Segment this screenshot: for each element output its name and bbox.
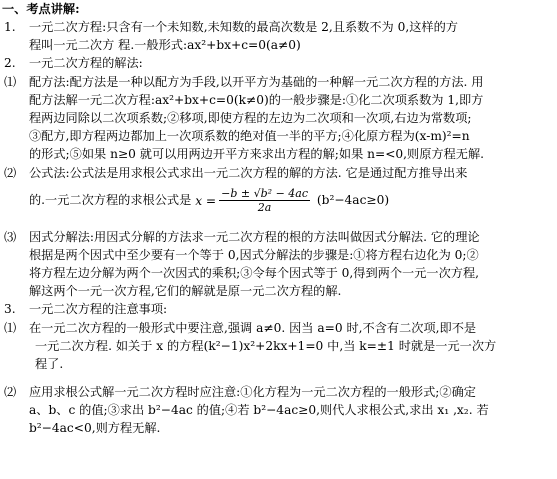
formula-denominator: 2a <box>257 201 272 214</box>
definition-line-1: 一元二次方程:只含有一个未知数,未知数的最高次数是 2,且系数不为 0,这样的方 <box>29 20 458 34</box>
factoring-line-2: 根据是两个因式中至少要有一个等于 0,因式分解法的步骤是:①将方程右边化为 0;② <box>29 248 479 262</box>
formula-fraction <box>219 187 310 214</box>
completing-square-line-1: 配方法:配方法是一种以配方为手段,以开平方为基础的一种解一元二次方程的方法. 用 <box>29 75 484 89</box>
note-1-line-3: 程了. <box>35 357 64 371</box>
section-heading: 一、考点讲解: <box>2 2 80 16</box>
formula-lhs: x = <box>195 193 217 208</box>
note-1-line-1: 在一元二次方程的一般形式中要注意,强调 a≠0. 因当 a=0 时,不含有二次项,即不是 <box>29 321 477 335</box>
completing-square-line-3: 程两边同除以二次项系数;②移项,即使方程的左边为二次项和一次项,右边为常数项; <box>29 111 472 125</box>
factoring-line-3: 将方程左边分解为两个一次因式的乘积;③令每个因式等于 0,得到两个一元一次方程, <box>29 266 480 280</box>
formula-method-line-1: 公式法:公式法是用求根公式求出一元二次方程的解的方法. 它是通过配方推导出来 <box>29 166 468 180</box>
note-2-line-3: b²−4ac<0,则方程无解. <box>29 421 161 435</box>
item-number-1: 1. <box>4 20 16 34</box>
notes-title: 一元二次方程的注意事项: <box>29 302 168 316</box>
completing-square-line-5: 的形式;⑤如果 n≥0 就可以用两边开平方来求出方程的解;如果 n=<0,则原方程无解. <box>29 147 485 161</box>
paren-number-factoring: ⑶ <box>4 230 17 244</box>
note-2-line-1: 应用求根公式解一元二次方程时应注意:①化方程为一元二次方程的一般形式;②确定 <box>29 385 476 399</box>
factoring-line-1: 因式分解法:用因式分解的方法求一元二次方程的根的方法叫做因式分解法. 它的理论 <box>29 230 480 244</box>
formula-numerator: −b ± √b² − 4ac <box>221 187 309 200</box>
paren-number-completing-square: ⑴ <box>4 75 17 89</box>
paren-number-formula-method: ⑵ <box>4 166 17 180</box>
item-number-3: 3. <box>4 302 16 316</box>
formula-method-line-2 <box>29 187 389 214</box>
completing-square-line-4: ③配方,即方程两边都加上一次项系数的绝对值一半的平方;④化原方程为(x-m)²=n <box>29 129 470 143</box>
completing-square-line-2: 配方法解一元二次方程:ax²+bx+c=0(k≠0)的一般步骤是:①化二次项系数为 1,即方 <box>29 93 484 107</box>
formula-intro-text: 的.一元二次方程的求根公式是 <box>29 193 192 207</box>
methods-title: 一元二次方程的解法: <box>29 56 143 70</box>
note-1-line-2: 一元二次方程. 如关于 x 的方程(k²−1)x²+2kx+1=0 中,当 k=±1 时就是一元一次方 <box>35 339 497 353</box>
formula-condition: (b²−4ac≥0) <box>316 193 390 207</box>
item-number-2: 2. <box>4 56 16 70</box>
factoring-line-4: 解这两个一元一次方程,它们的解就是原一元二次方程的解. <box>29 284 342 298</box>
note-2-line-2: a、b、c 的值;③求出 b²−4ac 的值;④若 b²−4ac≥0,则代人求根公式,求出 x₁ ,x₂. 若 <box>29 403 489 417</box>
quadratic-formula <box>195 187 313 214</box>
paren-number-note-2: ⑵ <box>4 385 17 399</box>
paren-number-note-1: ⑴ <box>4 321 17 335</box>
definition-line-2: 程叫一元二次方 程.一般形式:ax²+bx+c=0(a≠0) <box>29 38 301 52</box>
